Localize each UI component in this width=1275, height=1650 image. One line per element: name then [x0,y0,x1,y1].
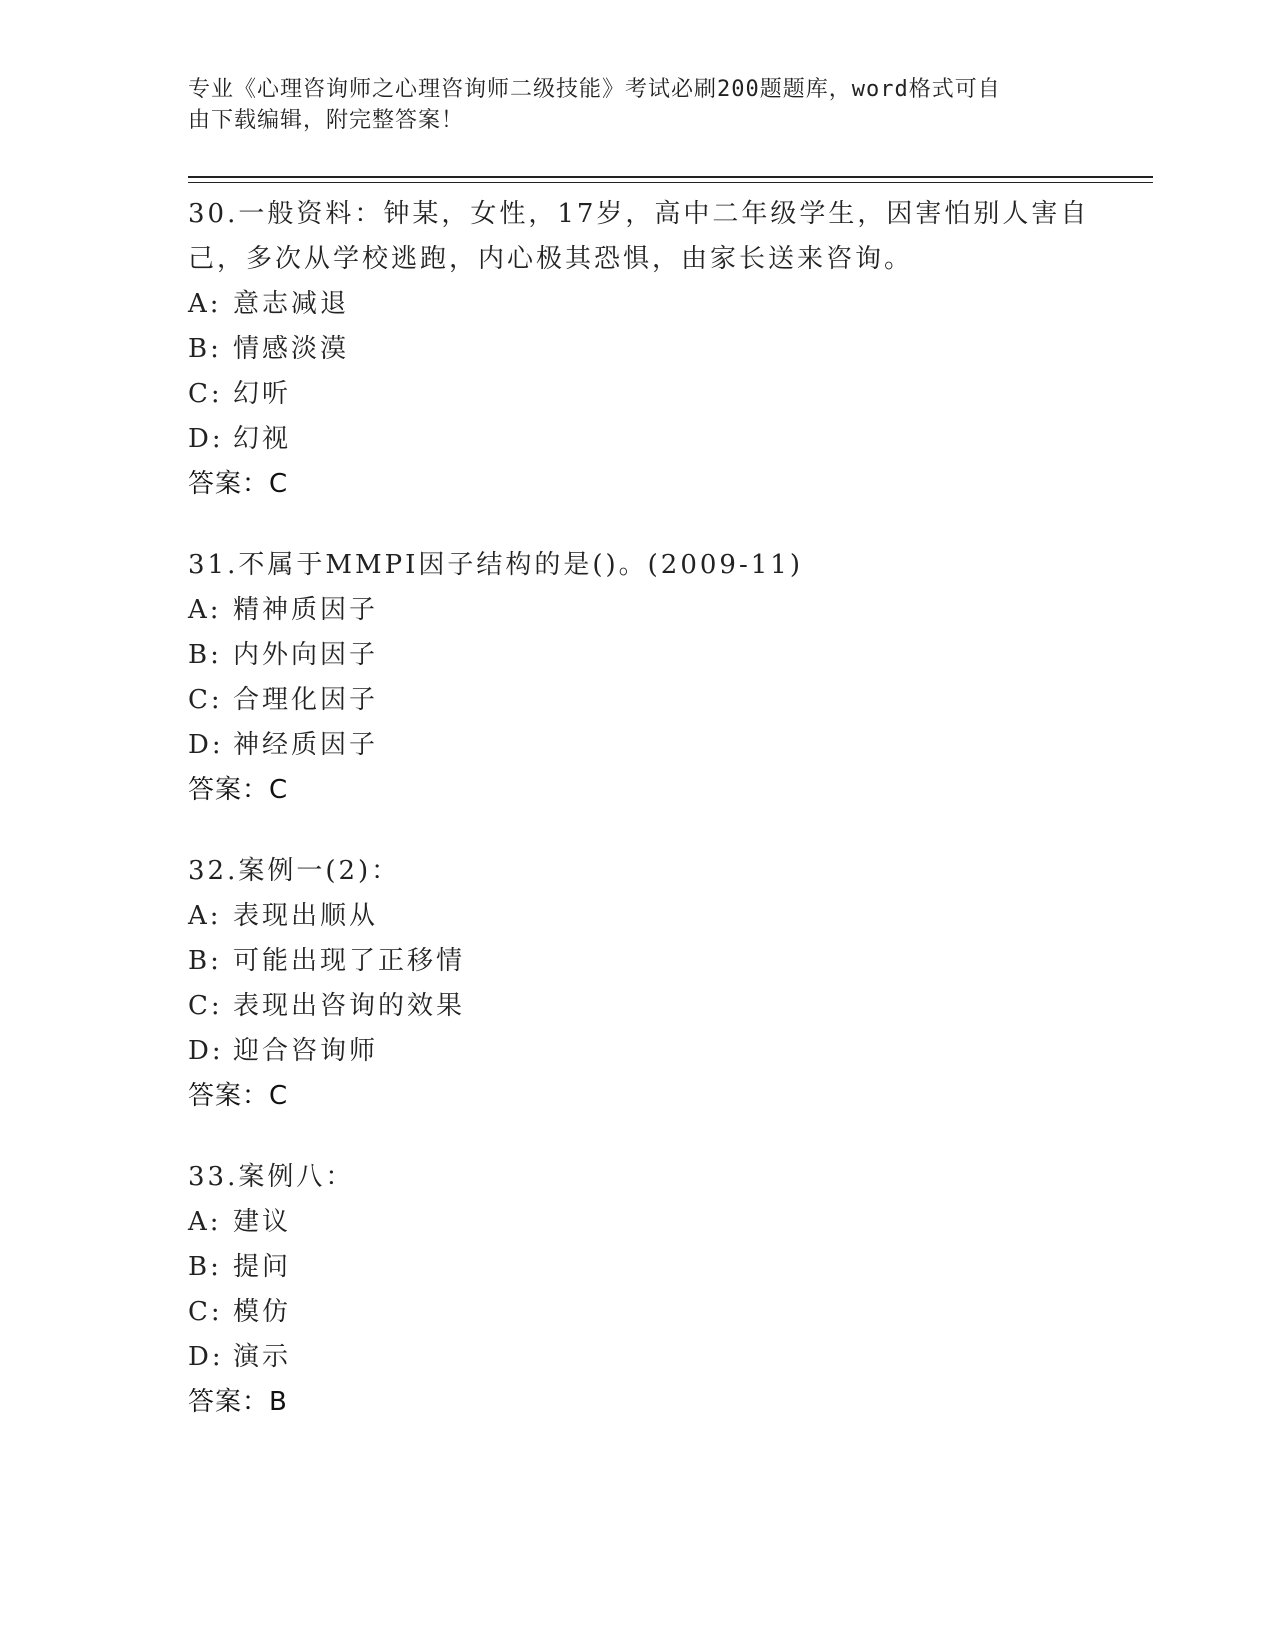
option-a [188,1200,1148,1245]
option-d [188,417,1148,462]
option-text: 可能出现了正移情 [233,946,466,976]
question-text-continued: 己，多次从学校逃跑，内心极其恐惧，由家长送来咨询。 [188,244,914,274]
option-text: 建议 [233,1207,292,1237]
option-c [188,1290,1148,1335]
question-item [188,543,1148,813]
option-b [188,633,1148,678]
question-text: 32.案例一(2)： [188,856,401,886]
option-a [188,282,1148,327]
option-letter: D: [188,1342,224,1372]
option-letter: B: [188,640,222,670]
question-text: 31.不属于MMPI因子结构的是()。(2009-11) [188,550,803,580]
answer-line: 答案：B [188,1387,288,1417]
option-text: 内外向因子 [233,640,379,670]
option-text: 精神质因子 [233,595,379,625]
option-letter: B: [188,946,222,976]
question-text: 33.案例八： [188,1162,355,1192]
option-letter: D: [188,424,224,454]
option-text: 迎合咨询师 [233,1036,379,1066]
option-d [188,1029,1148,1074]
option-text: 合理化因子 [233,685,379,715]
option-text: 幻听 [233,379,292,409]
question-text: 30.一般资料：钟某，女性，17岁，高中二年级学生，因害怕别人害自 [188,199,1090,229]
option-text: 意志减退 [233,289,350,319]
option-b [188,1245,1148,1290]
option-d [188,1335,1148,1380]
option-letter: C: [188,991,223,1021]
option-letter: C: [188,1297,223,1327]
header-divider-thick [188,176,1153,178]
option-b [188,327,1148,372]
question-item [188,1155,1148,1425]
header-line-1: 专业《心理咨询师之心理咨询师二级技能》考试必刷200题题库，word格式可自 [188,77,1001,102]
option-text: 幻视 [233,424,292,454]
option-c [188,678,1148,723]
document-header [188,74,1088,136]
option-text: 模仿 [233,1297,292,1327]
question-item [188,192,1148,507]
option-c [188,984,1148,1029]
option-letter: A: [188,901,222,931]
option-c [188,372,1148,417]
answer-line: 答案：C [188,469,289,499]
option-b [188,939,1148,984]
question-item [188,849,1148,1119]
question-list [188,192,1148,1461]
header-line-2: 由下载编辑，附完整答案！ [188,108,465,133]
option-letter: A: [188,289,222,319]
option-letter: B: [188,334,222,364]
option-text: 提问 [233,1252,292,1282]
option-text: 表现出顺从 [233,901,379,931]
option-a [188,894,1148,939]
option-letter: D: [188,730,224,760]
option-text: 表现出咨询的效果 [233,991,466,1021]
option-letter: A: [188,595,222,625]
option-letter: B: [188,1252,222,1282]
option-letter: D: [188,1036,224,1066]
option-text: 情感淡漠 [233,334,350,364]
option-letter: A: [188,1207,222,1237]
option-letter: C: [188,685,223,715]
option-text: 神经质因子 [233,730,379,760]
option-text: 演示 [233,1342,292,1372]
answer-line: 答案：C [188,775,289,805]
answer-line: 答案：C [188,1081,289,1111]
header-divider-thin [188,182,1153,183]
option-letter: C: [188,379,223,409]
option-a [188,588,1148,633]
option-d [188,723,1148,768]
